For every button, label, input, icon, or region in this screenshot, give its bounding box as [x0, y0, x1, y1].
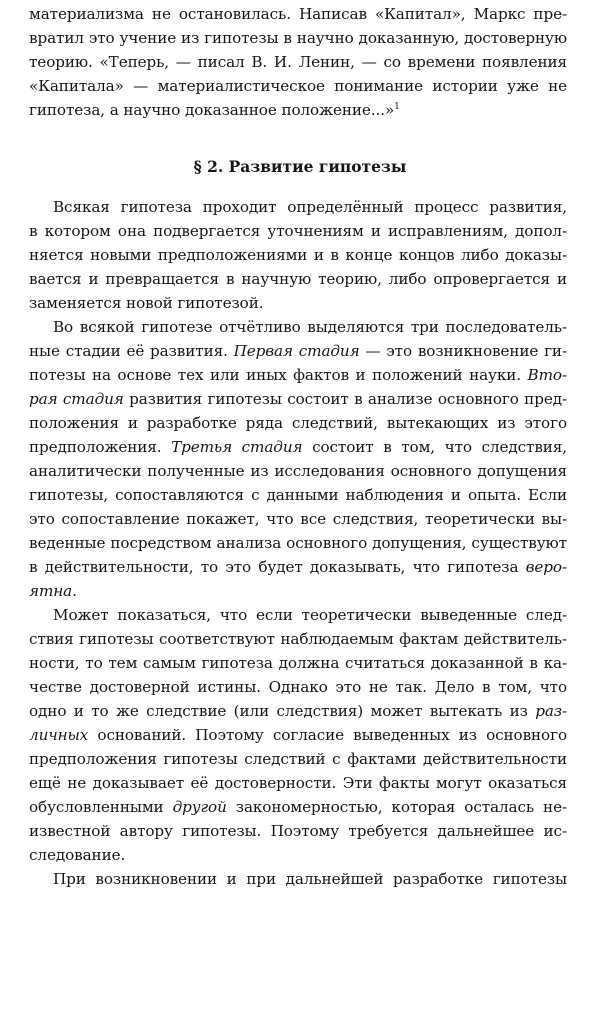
emphasis: веро-	[525, 558, 567, 576]
text-line: теорию. «Теперь, — писал В. И. Ленин, — со времени появления	[29, 53, 567, 71]
text-line: личных оснований. Поэтому согласие выведенных из основного	[29, 726, 567, 744]
emphasis: Вто-	[527, 366, 567, 384]
text-line: положения и разработке ряда следствий, вытекающих из этого	[29, 414, 567, 432]
text-line: в котором она подвергается уточнениям и исправлениям, допол-	[29, 222, 567, 240]
text-line: материализма не остановилась. Написав «Капитал», Маркс пре-	[29, 5, 567, 23]
text-line: вратил это учение из гипотезы в научно доказанную, достоверную	[29, 29, 567, 47]
text-line: аналитически полученные из исследования основного допущения	[29, 462, 567, 480]
text-line: предположения гипотезы следствий с фактами действительности	[29, 750, 567, 768]
text-line: ещё не доказывает её достоверности. Эти факты могут оказаться	[29, 774, 567, 792]
text-line: веденные посредством анализа основного допущения, существуют	[29, 534, 567, 552]
emphasis: рая стадия	[29, 390, 124, 408]
emphasis: другой	[172, 798, 227, 816]
text-line: ные стадии её развития. Первая стадия — это возникновение ги-	[29, 342, 567, 360]
text-line: Всякая гипотеза проходит определённый процесс развития,	[53, 198, 567, 216]
text-line: ствия гипотезы соответствуют наблюдаемым фактам действитель-	[29, 630, 567, 648]
text-line	[29, 580, 567, 602]
emphasis: личных	[29, 726, 89, 744]
text-line: ности, то тем самым гипотеза должна считаться доказанной в ка-	[29, 654, 567, 672]
text-line: При возникновении и при дальнейшей разработке гипотезы	[53, 870, 567, 888]
text-line: Может показаться, что если теоретически выведенные след-	[53, 606, 567, 624]
text-line: обусловленными другой закономерностью, которая осталась не-	[29, 798, 567, 816]
text-line: гипотезы, сопоставляются с данными наблюдения и опыта. Если	[29, 486, 567, 504]
emphasis: раз-	[535, 702, 567, 720]
section-heading: § 2. Развитие гипотезы	[193, 157, 407, 176]
text-line: честве достоверной истины. Однако это не так. Дело в том, что	[29, 678, 567, 696]
text-line: потезы на основе тех или иных фактов и положений науки. Вто-	[29, 366, 567, 384]
text-line: следование.	[29, 846, 126, 864]
emphasis: Первая стадия	[233, 342, 360, 360]
text-line: это сопоставление покажет, что все следствия, теоретически вы-	[29, 510, 567, 528]
text-line: гипотеза, а научно доказанное положение...»$^1$	[29, 101, 400, 119]
text-line: «Капитала» — материалистическое понимание истории уже не	[29, 77, 567, 95]
text-line: предположения. Третья стадия состоит в том, что следствия,	[29, 438, 568, 456]
text-line: няется новыми предположениями и в конце концов либо доказы-	[29, 246, 567, 264]
footnote-ref: 1	[394, 102, 400, 112]
text-line: рая стадия развития гипотезы состоит в анализе основного пред-	[29, 390, 567, 408]
text-line: вается и превращается в научную теорию, либо опровергается и	[29, 270, 567, 288]
text-line: в действительности, то это будет доказывать, что гипотеза веро-	[29, 558, 567, 576]
text-line: заменяется новой гипотезой.	[29, 294, 264, 312]
text-line: одно и то же следствие (или следствия) может вытекать из раз-	[29, 702, 567, 720]
emphasis: Третья стадия	[171, 438, 303, 456]
text-line: известной автору гипотезы. Поэтому требуется дальнейшее ис-	[29, 822, 567, 840]
text-line: Во всякой гипотезе отчётливо выделяются три последователь-	[53, 318, 567, 336]
emphasis: ятна.	[29, 582, 77, 600]
